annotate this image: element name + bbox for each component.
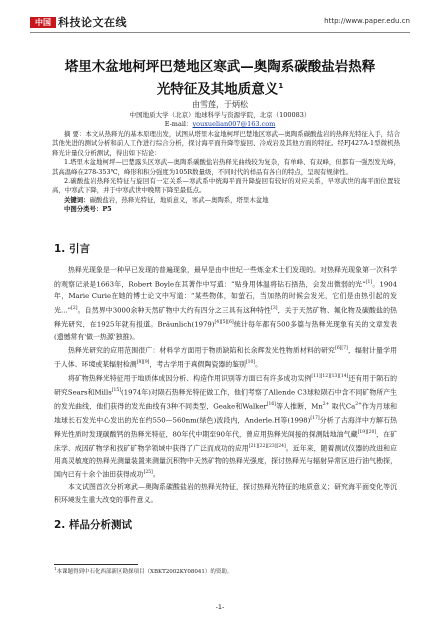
text-run: ，关于天然矿物、氟化物及碳酸盐的热释光研究，在1925年就有报道。Bräunlich(1979): [54, 306, 397, 329]
citation[interactable]: [1]: [365, 279, 373, 285]
citation[interactable]: [16]: [266, 402, 276, 408]
ion-charge: 2+: [322, 402, 330, 408]
page-header: [0, 0, 440, 36]
email-label: E-mail：: [164, 120, 193, 128]
text-run: 。自然界中3000余种天然矿物中大约有四分之三具有这种特性: [77, 306, 272, 315]
text-run: 。近年来，随着测试仪器的改进和应用高灵敏度的热释光测量装置来测量沉积物中天然矿物的热释光强度，探讨热释光与辐射异常区进行油气勘探，国内已有十余个油田获得成功: [54, 443, 398, 479]
title-line2: 光特征及其地质意义: [156, 81, 279, 98]
citation[interactable]: [4][5][6]: [214, 319, 234, 325]
keywords-label: 关键词：: [64, 195, 90, 204]
text-run: 将矿物热释光特征用于地质体成因分析、构造作用识别等方面已有许多成功实例: [68, 374, 312, 383]
citation[interactable]: [2]: [71, 306, 78, 312]
citation[interactable]: [25]: [143, 470, 153, 476]
journal-logo[interactable]: [30, 14, 127, 30]
classification-line: [52, 205, 400, 214]
text-run: 等人推断，Mn: [275, 402, 323, 411]
citation[interactable]: [8][9]: [136, 360, 150, 366]
paper-title: [40, 58, 400, 100]
footnote: [54, 566, 232, 575]
footnote-divider: [54, 564, 138, 565]
text-run: 。1904年，Marie Curie在她的博士论文中写道：“某些物体，如萤石，当加热的时候会发光，它们是由热引起的发光...”: [54, 279, 397, 315]
page-number: -1-: [215, 603, 225, 611]
affiliation: 中国地质大学（北京）地球科学与资源学院，北京（100083）: [129, 111, 311, 119]
footnote-mark: 1: [54, 566, 57, 571]
text-run: 热释光研究的应用范围很广：材料学方面用于物质缺陷和长余辉发光性物质材料的研究: [68, 346, 336, 355]
intro-paragraph-2: [54, 343, 397, 371]
ion-charge: 2+: [355, 402, 362, 408]
citation[interactable]: [19][20]: [357, 429, 377, 435]
abstract-conclusion-1: 1.塔里木盆地柯坪—巴楚露头区寒武—奥陶系碳酸盐岩热释光曲线较为复杂，有单峰、有双峰，但都有一强烈发光峰，其高温峰在278-353℃，峰形和积分强度为105R数量级，不同时代的样品有各自的特点，呈现有规律性。: [52, 158, 400, 176]
classification-label: 中图分类号：: [64, 205, 103, 214]
text-run: ，考古学用于真假陶瓷器的鉴别: [149, 360, 246, 369]
logo-title: 科技论文在线: [58, 16, 127, 29]
citation[interactable]: [6][7]: [335, 346, 348, 352]
header-divider: [30, 32, 410, 33]
title-footnote-mark: 1: [278, 82, 284, 90]
intro-paragraph-4: 本文试图首次分析寒武—奥陶系碳酸盐岩的热释光特征，探讨热释光特征的地质意义；研究海平面变化等沉积环境发生重大改变的事件意义。: [54, 483, 397, 504]
email-link[interactable]: youxuelian007@163.com: [192, 120, 276, 128]
text-run: 。: [255, 360, 263, 369]
text-run: 热释光现象是一种早已发现的普遍现象，最早是由中世纪一些炼金术士们发现的。对热释光现象第一次科学的观察记录是1663年，Robert Boyle在其著作中写道：“贴身用体温将钻石捂热，会发出微弱的光”: [54, 266, 397, 288]
section-heading-introduction: 1. 引言: [54, 243, 90, 255]
citation[interactable]: [21][22][23][24]: [248, 443, 286, 449]
title-line1: 塔里木盆地柯坪巴楚地区寒武—奥陶系碳酸盐岩热释: [64, 59, 376, 75]
keywords-line: [52, 196, 400, 205]
footnote-text: 本课题得到中石化西部新区勘探项目（XBKT2002KY08041）的资助。: [56, 568, 233, 575]
site-url-link[interactable]: http://www.paper.edu.cn: [324, 17, 410, 25]
email-line: [0, 119, 440, 128]
text-run: 取代Ca: [329, 402, 356, 411]
citation[interactable]: [3]: [271, 306, 278, 312]
section-heading-samples: 2. 样品分析测试: [54, 519, 132, 531]
text-run: 作为月球和地球长石发光中心发出的光在约550—560nm(绿色)波段内，Anderle.H等(1998): [54, 402, 398, 425]
text-run: 分析了古海洋中方解石热释光性质时发现碳酸钙的热释光特征，80年代中期至90年代，曾应用热释光间接的探测陆地油气藏: [54, 416, 397, 439]
keywords: 碳酸盐岩，热释光特征，地质意义，寒武—奥陶系，塔里木盆地: [89, 195, 269, 204]
abstract-paragraph: 摘 要：本文从热释光的基本原理出发，试图从塔里木盆地柯坪巴楚地区寒武—奥陶系碳酸盐岩的热释光特征入手，结合其他先进的测试分析和前人工作进行综合分析，探讨海平面升降等旋回、冷成岩及其他方面的特征。经FJ427A-1型微机热释光计量仪分析测试，得出如下结论：: [52, 130, 400, 157]
abstract-conclusion-2: 2.碳酸盐岩热释光特征与旋回有一定关系—寒武系中统海平面升降旋回有较好的对应关系，早寒武世的海平面位置较高，中寒武下降，并于中寒武世中晚期下降至最低点。: [52, 177, 400, 195]
intro-paragraph-1: [54, 264, 397, 343]
logo-badge: 中国: [30, 17, 56, 28]
citation[interactable]: [10]: [245, 360, 256, 366]
text-run: 还有用于陨石的研究Sears和Mills: [54, 374, 398, 397]
intro-paragraph-3: [54, 371, 397, 481]
text-run: 统计每年都有500多篇与热释光现象有关的文章发表(遗憾常有'做一热源'独推)。: [54, 320, 397, 341]
text-run: 。: [152, 470, 160, 479]
text-run: ，辐射计量学用于人体、环境或某辐射检测: [54, 346, 398, 369]
citation[interactable]: [11][12][13][14]: [311, 374, 349, 380]
citation[interactable]: [15]: [111, 388, 122, 394]
authors: 由雪莲，于炳松: [192, 100, 248, 109]
text-run: (1974年)对陨石热释光特征做工作，他们考察了Allende C3球粒陨石中含不同矿物所产生的发光曲线，他们获得的发光曲线有3种不同类型，Geake和Walker: [54, 388, 397, 411]
abstract: [52, 130, 400, 215]
introduction-body: [54, 264, 397, 506]
text-run: ，在矿床学、成因矿物学和找矿矿物学领域中获得了广泛而成功的应用: [54, 430, 397, 452]
classification-code: P5: [102, 205, 112, 214]
citation[interactable]: [17]: [310, 415, 320, 421]
